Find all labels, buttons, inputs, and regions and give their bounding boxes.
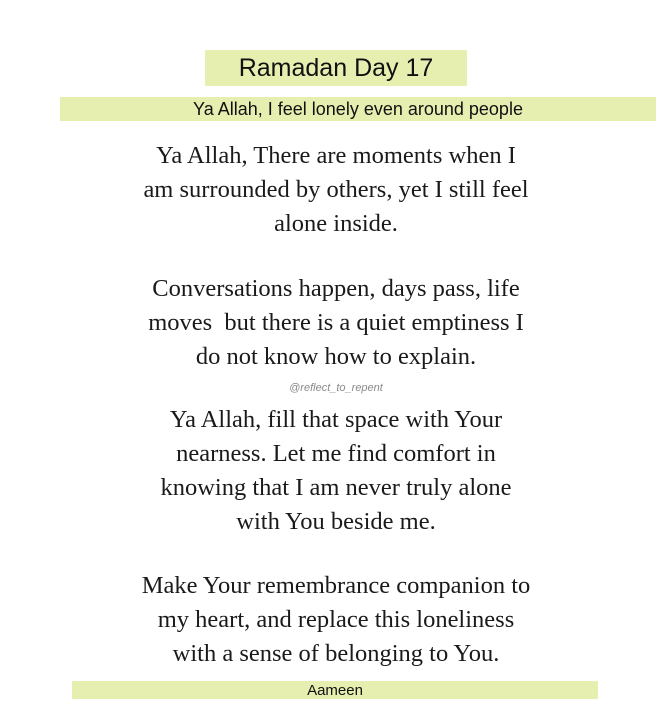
closing-aameen: Aameen — [72, 681, 598, 699]
paragraph-line: nearness. Let me find comfort in — [176, 440, 496, 467]
paragraph-line: Ya Allah, fill that space with Your — [169, 406, 503, 433]
paragraph-line: my heart, and replace this loneliness — [157, 606, 515, 633]
paragraph-line: alone inside. — [274, 210, 398, 237]
paragraph-line: with You beside me. — [236, 508, 436, 535]
paragraph-line: am surrounded by others, yet I still feel — [143, 176, 529, 203]
paragraph-line: Ya Allah, There are moments when I — [156, 142, 516, 169]
page-subtitle: Ya Allah, I feel lonely even around people — [60, 97, 656, 121]
paragraph-line: knowing that I am never truly alone — [160, 474, 512, 501]
paragraph-4 — [60, 569, 612, 671]
paragraph-line: Conversations happen, days pass, life — [152, 275, 520, 302]
paragraph-2 — [60, 272, 612, 374]
paragraph-3 — [60, 403, 612, 539]
paragraph-line: do not know how to explain. — [195, 343, 477, 370]
paragraph-line: moves but there is a quiet emptiness I — [148, 309, 524, 336]
paragraph-line: Make Your remembrance companion to — [141, 572, 531, 599]
paragraph-line: with a sense of belonging to You. — [172, 640, 500, 667]
page-title: Ramadan Day 17 — [205, 50, 467, 86]
watermark-handle: @reflect_to_repent — [289, 382, 383, 394]
paragraph-1 — [60, 139, 612, 241]
